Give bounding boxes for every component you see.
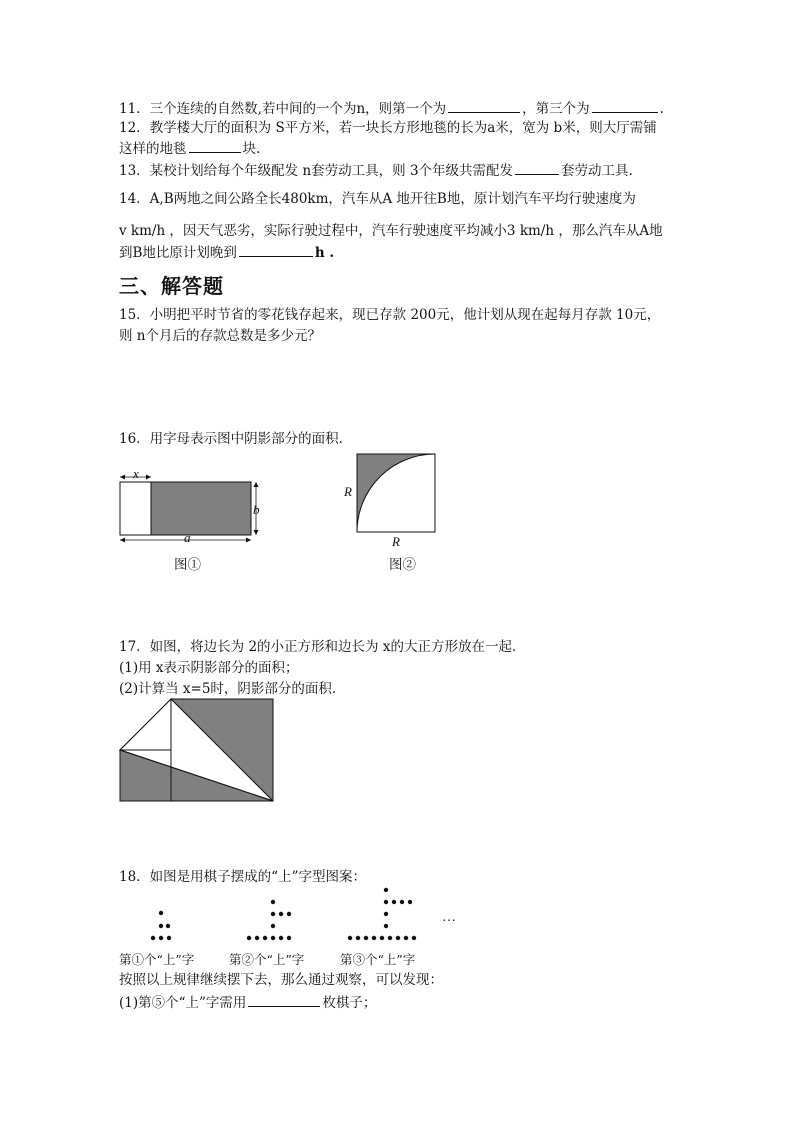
fig2-caption: 图② [389, 557, 416, 573]
q12-blank[interactable] [189, 139, 241, 153]
question-11 [119, 99, 664, 118]
q18-text: (1)第⑤个“上”字需用 [119, 995, 247, 1011]
shang-pattern-3 [348, 888, 416, 940]
q18-label-2: 第②个“上”字 [229, 952, 305, 967]
question-14-line1: 14．A,B两地之间公路全长480km，汽车从A 地开往B地，原计划汽车平均行驶速度为 [119, 191, 636, 207]
fig1-label-b: b [253, 502, 260, 517]
shang-pattern-1 [151, 911, 171, 940]
question-17-line1: 17．如图，将边长为 2的小正方形和边长为 x的大正方形放在一起． [119, 639, 526, 655]
q11-blank-first[interactable] [448, 99, 520, 113]
q18-label-3: 第③个“上”字 [340, 952, 416, 967]
q18-label-1: 第①个“上”字 [119, 952, 195, 967]
figure-2 [340, 450, 440, 550]
question-17-line3: (2)计算当 x=5时，阴影部分的面积． [119, 681, 346, 697]
question-15-line2: 则 n个月后的存款总数是多少元？ [119, 328, 321, 344]
question-18: 18．如图是用棋子摆成的“上”字型图案： [119, 869, 366, 885]
question-17-line2: (1)用 x表示阴影部分的面积； [119, 660, 299, 676]
question-14-line3 [119, 243, 334, 262]
q18-after: 枚棋子； [322, 995, 377, 1011]
figure-1 [116, 468, 268, 548]
q18-pattern-figure [140, 886, 470, 944]
question-13 [119, 161, 633, 180]
question-15-line1: 15．小明把平时节省的零花钱存起来，现已存款 200元，他计划从现在起每月存款 10元， [119, 307, 661, 323]
fig2-label-r-side: R [344, 484, 352, 499]
question-12-line1: 12．教学楼大厅的面积为 S平方米，若一块长方形地毯的长为a米，宽为 b米，则大厅需铺 [119, 120, 657, 136]
q14-blank[interactable] [239, 243, 313, 257]
fig1-caption: 图① [174, 557, 201, 573]
fig1-label-a: a [184, 530, 191, 545]
q13-blank[interactable] [515, 161, 559, 175]
q11-blank-third[interactable] [592, 99, 658, 113]
q14-after: h . [314, 245, 335, 261]
q11-middle-text: ，第三个为 [522, 101, 590, 117]
q17-white-left-triangle [120, 699, 171, 750]
q18-line3 [119, 993, 376, 1012]
q11-end: . [659, 101, 664, 117]
q13-text: 13．某校计划给每个年级配发 n套劳动工具，则 3个年级共需配发 [119, 163, 514, 179]
fig1-shaded-rect [151, 482, 251, 535]
q11-text: 11．三个连续的自然数,若中间的一个为n，则第一个为 [119, 101, 447, 117]
fig1-label-x: x [133, 468, 139, 481]
q14-text: 到B地比原计划晚到 [119, 245, 237, 261]
q12-after: 块. [242, 141, 261, 157]
q18-line2: 按照以上规律继续摆下去，那么通过观察，可以发现： [119, 972, 443, 988]
q18-blank[interactable] [248, 993, 320, 1007]
fig2-label-r-bottom: R [392, 534, 400, 549]
q12-text: 这样的地毯 [119, 141, 187, 157]
question-16: 16．用字母表示图中阴影部分的面积． [119, 431, 353, 447]
section-title: 三、解答题 [119, 274, 224, 298]
figure-q17 [119, 698, 275, 804]
question-12-line2 [119, 139, 260, 158]
q13-after: 套劳动工具. [561, 163, 633, 179]
question-14-line2: v km/h ，因天气恶劣，实际行驶过程中，汽车行驶速度平均减小3 km/h ，那么汽车从A地 [119, 223, 663, 239]
q18-ellipsis: … [442, 910, 456, 925]
shang-pattern-2 [247, 900, 291, 940]
